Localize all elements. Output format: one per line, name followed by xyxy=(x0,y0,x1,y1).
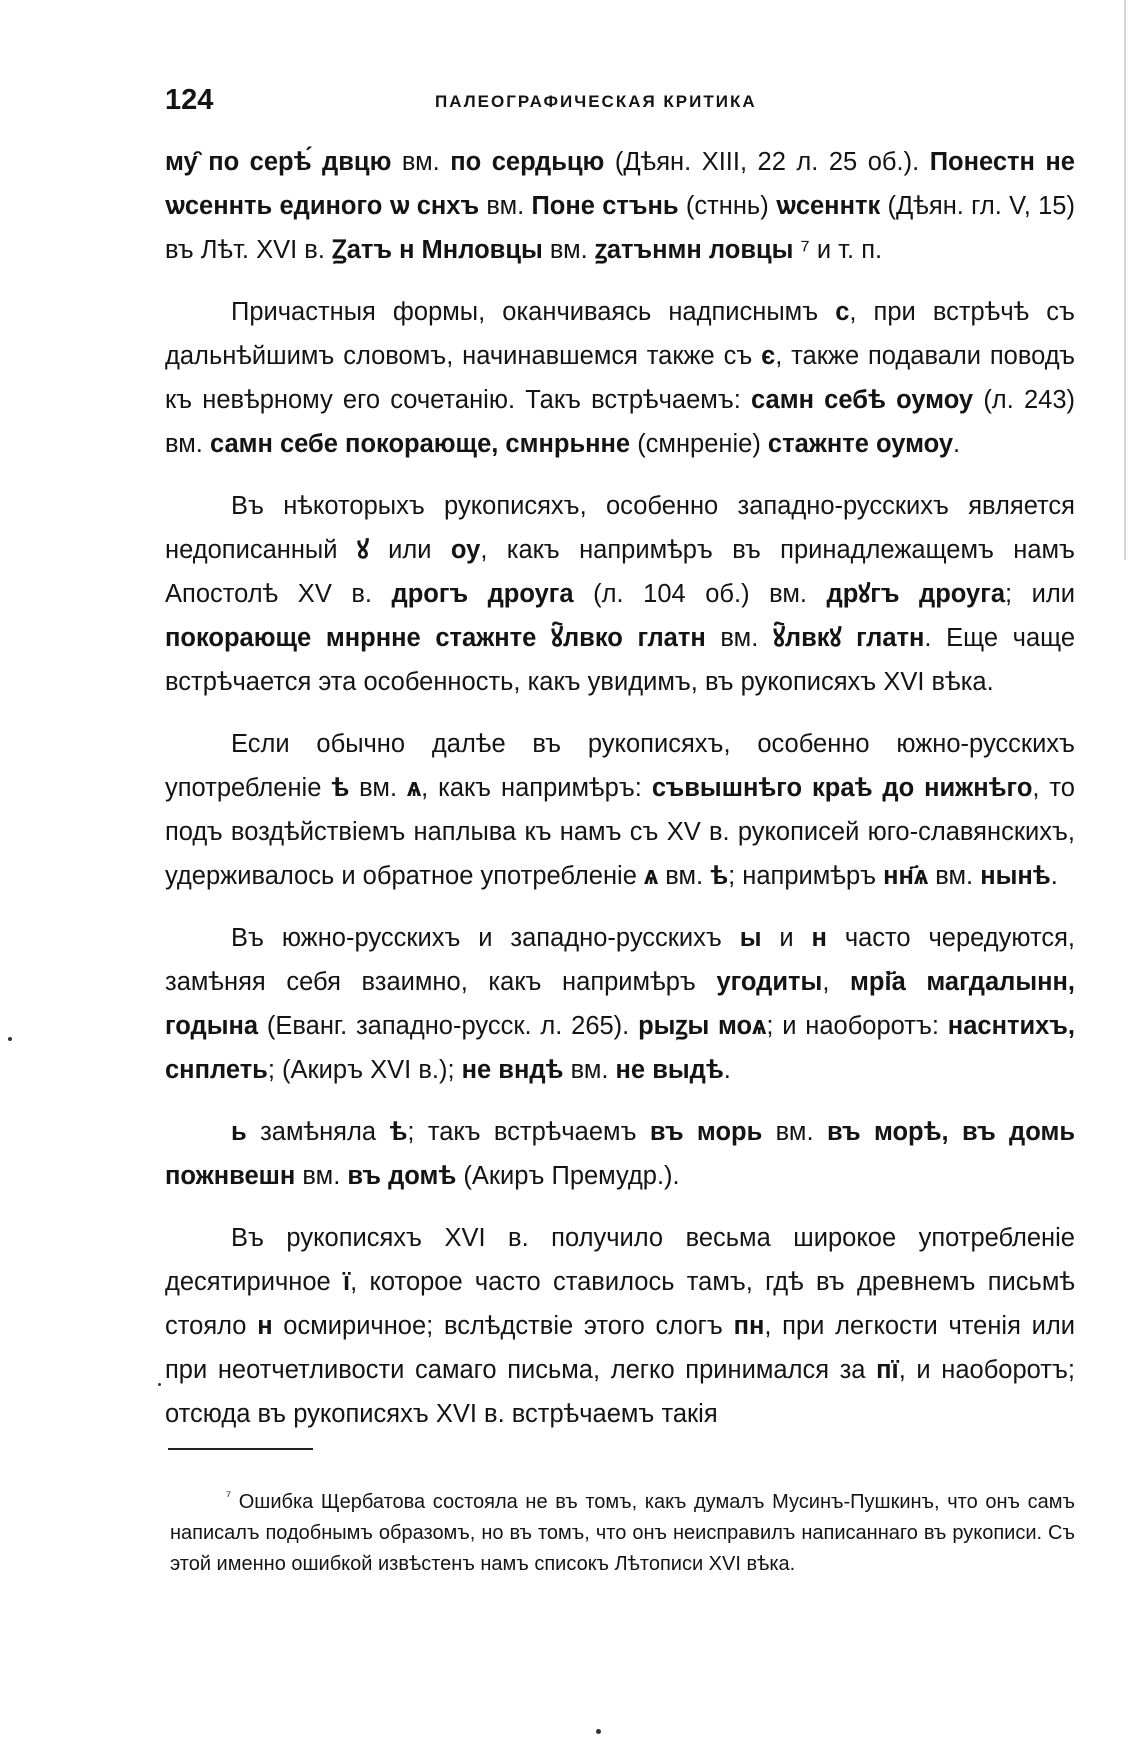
slavonic-quote: ѧ xyxy=(406,774,422,802)
text-run: и xyxy=(761,924,812,952)
slavonic-quote: ѡсеннтк xyxy=(775,192,881,220)
text-run: вм. xyxy=(563,1056,616,1084)
text-run: Если обычно далѣе въ рукописяхъ, особенно южно-русскихъ употребленіе xyxy=(165,730,1075,802)
text-run: , xyxy=(822,968,851,996)
text-run: (Акиръ Премудр.). xyxy=(456,1162,680,1190)
scan-speck xyxy=(8,1037,12,1041)
slavonic-quote: Понестн не ѡсеннть единого ѡ снхъ xyxy=(165,148,1075,220)
paragraph xyxy=(165,722,1075,898)
slavonic-quote: ѧ xyxy=(643,862,659,890)
text-run: (смнреніе) xyxy=(630,430,768,458)
text-run: замѣняла xyxy=(246,1118,390,1146)
slavonic-quote: оу xyxy=(450,536,481,564)
text-run: вм. xyxy=(705,624,773,652)
text-run: (стннь) xyxy=(678,192,776,220)
text-run: часто чередуются, замѣняя себя взаимно, какъ напримѣръ xyxy=(165,924,1075,996)
slavonic-quote: самн себѣ оумоу xyxy=(751,386,974,414)
slavonic-quote: въ домѣ xyxy=(347,1162,457,1190)
text-run: ; напримѣръ xyxy=(728,862,884,890)
paragraph xyxy=(165,484,1075,704)
text-run: ; и наоборотъ: xyxy=(766,1012,948,1040)
body-text xyxy=(165,140,1075,1454)
slavonic-quote: с xyxy=(835,298,850,326)
slavonic-quote: угодиты xyxy=(716,968,823,996)
slavonic-quote: не выдѣ xyxy=(615,1056,724,1084)
slavonic-quote: стажнте оумоу xyxy=(767,430,954,458)
slavonic-quote: дрꙋгъ дроуга xyxy=(826,580,1006,608)
slavonic-quote: по сердьцю xyxy=(450,148,605,176)
slavonic-quote: самн себе покорающе, смнрьнне xyxy=(209,430,631,458)
page-edge-line xyxy=(1124,0,1126,560)
text-run: ; такъ встрѣчаемъ xyxy=(407,1118,650,1146)
text-run: Въ южно-русскихъ и западно-русскихъ xyxy=(231,924,740,952)
text-run: вм. xyxy=(295,1162,348,1190)
slavonic-quote: мрі҃а магдалынн, годына xyxy=(165,968,1075,1040)
text-run: вм. xyxy=(542,236,595,264)
slavonic-quote: въ морь xyxy=(649,1118,763,1146)
slavonic-quote: рыꙁы моѧ xyxy=(638,1012,767,1040)
paragraph xyxy=(165,916,1075,1092)
text-run: . Еще чаще встрѣчается эта особенность, какъ увидимъ, въ рукописяхъ XVI вѣка. xyxy=(165,624,1076,696)
text-run: . xyxy=(953,430,961,458)
slavonic-quote: Ꙁатъ н Мнловцы xyxy=(332,236,543,264)
footnote-divider xyxy=(168,1448,313,1450)
footnote-text: Ошибка Щербатова состояла не въ томъ, какъ думалъ Мусинъ-Пушкинъ, что онъ самъ написалъ подобнымъ образомъ, но въ томъ, что онъ неисправилъ написаннаго въ рукописи. Съ этой именно ошибкой извѣстенъ намъ списокъ Лѣтописи XVI вѣка. xyxy=(170,1491,1076,1575)
slavonic-quote: въ морѣ, въ домь пожнвешн xyxy=(165,1118,1076,1190)
page-number: 124 xyxy=(165,84,214,116)
slavonic-quote: ы xyxy=(739,924,762,952)
text-run: , при встрѣчѣ съ дальнѣйшимъ словомъ, начинавшемся также съ xyxy=(165,298,1075,370)
text-run: Причастныя формы, оканчиваясь надписнымъ xyxy=(231,298,836,326)
text-run: ; (Акиръ XVI в.); xyxy=(267,1056,462,1084)
slavonic-quote: не вндѣ xyxy=(461,1056,564,1084)
slavonic-quote: нынѣ xyxy=(980,862,1051,890)
text-run: вм. xyxy=(658,862,711,890)
text-run: , то подъ воздѣйствіемъ наплыва къ намъ съ XV в. рукописей юго-славянскихъ, удерживалось и обратное употребленіе xyxy=(165,774,1075,890)
paragraph xyxy=(165,140,1075,272)
text-run: (Дѣян. XIII, 22 л. 25 об.). xyxy=(604,148,930,176)
slavonic-quote: ꙁатънмн ловцы xyxy=(594,236,794,264)
slavonic-quote: дрогъ дроуга xyxy=(391,580,574,608)
slavonic-quote: ѣ xyxy=(389,1118,408,1146)
slavonic-quote: є xyxy=(761,342,776,370)
text-run: . xyxy=(1050,862,1058,890)
slavonic-quote: ѣ xyxy=(331,774,350,802)
text-run: (Еванг. западно-русск. л. 265). xyxy=(258,1012,639,1040)
slavonic-quote: н xyxy=(257,1312,273,1340)
footnote xyxy=(170,1487,1075,1580)
text-run: . xyxy=(723,1056,731,1084)
text-run: вм. xyxy=(928,862,981,890)
paragraph xyxy=(165,1216,1075,1436)
text-run: , какъ напримѣръ въ принадлежащемъ намъ Апостолѣ XV в. xyxy=(165,536,1075,608)
text-run: вм. xyxy=(391,148,451,176)
text-run: осмиричное; вслѣдствіе этого слогъ xyxy=(272,1312,734,1340)
text-run: (Дѣян. гл. V, 15) въ Лѣт. XVI в. xyxy=(165,192,1075,264)
text-run: Въ рукописяхъ XVI в. получило весьма широкое употребленіе десятиричное xyxy=(165,1224,1075,1296)
text-run: , при легкости чтенія или при неотчетливости самаго письма, легко принимался за xyxy=(165,1312,1075,1384)
slavonic-quote: наснтихъ, снплеть xyxy=(165,1012,1075,1084)
text-run: или xyxy=(368,536,451,564)
page-header xyxy=(165,84,1075,124)
footnote-mark: ⁷ xyxy=(226,1487,232,1504)
text-run: ; или xyxy=(1005,580,1076,608)
text-run: , какъ напримѣръ: xyxy=(421,774,652,802)
running-title: ПАЛЕОГРАФИЧЕСКАЯ КРИТИКА xyxy=(435,92,757,111)
slavonic-quote: нн҃ѧ xyxy=(883,862,929,890)
slavonic-quote: пї xyxy=(876,1356,899,1384)
slavonic-quote: пн xyxy=(733,1312,765,1340)
text-run: (л. 104 об.) вм. xyxy=(573,580,827,608)
slavonic-quote: н xyxy=(811,924,827,952)
text-run: вм. xyxy=(479,192,532,220)
slavonic-quote: ꙋ҇лвкꙋ глатн xyxy=(772,624,925,652)
paragraph xyxy=(165,290,1075,466)
slavonic-quote: покорающе мнрнне стажнте ꙋ҇лвко глатн xyxy=(165,624,706,652)
paragraph xyxy=(165,1110,1075,1198)
text-run: вм. xyxy=(349,774,407,802)
text-run: , также подавали поводъ къ невѣрному его сочетанію. Такъ встрѣчаемъ: xyxy=(165,342,1076,414)
slavonic-quote: ѣ xyxy=(710,862,729,890)
slavonic-quote: съвышнѣго краѣ до нижнѣго xyxy=(651,774,1033,802)
slavonic-quote: ꙋ xyxy=(356,536,369,564)
scan-speck xyxy=(158,1383,161,1386)
text-run: , и наоборотъ; отсюда въ рукописяхъ XVI в. встрѣчаемъ такія xyxy=(165,1356,1075,1428)
scan-speck xyxy=(596,1729,601,1734)
text-run: (л. 243) вм. xyxy=(165,386,1076,458)
text-run: Въ нѣкоторыхъ рукописяхъ, особенно западно-русскихъ является недописанный xyxy=(165,492,1075,564)
text-run: ⁷ и т. п. xyxy=(793,236,883,264)
text-run: вм. xyxy=(762,1118,827,1146)
slavonic-quote: му̑ по серѣ́ двцю xyxy=(165,148,392,176)
slavonic-quote: ь xyxy=(231,1118,247,1146)
text-run: , которое часто ставилось тамъ, гдѣ въ древнемъ письмѣ стояло xyxy=(165,1268,1075,1340)
slavonic-quote: Поне стънь xyxy=(531,192,679,220)
slavonic-quote: ї xyxy=(342,1268,351,1296)
